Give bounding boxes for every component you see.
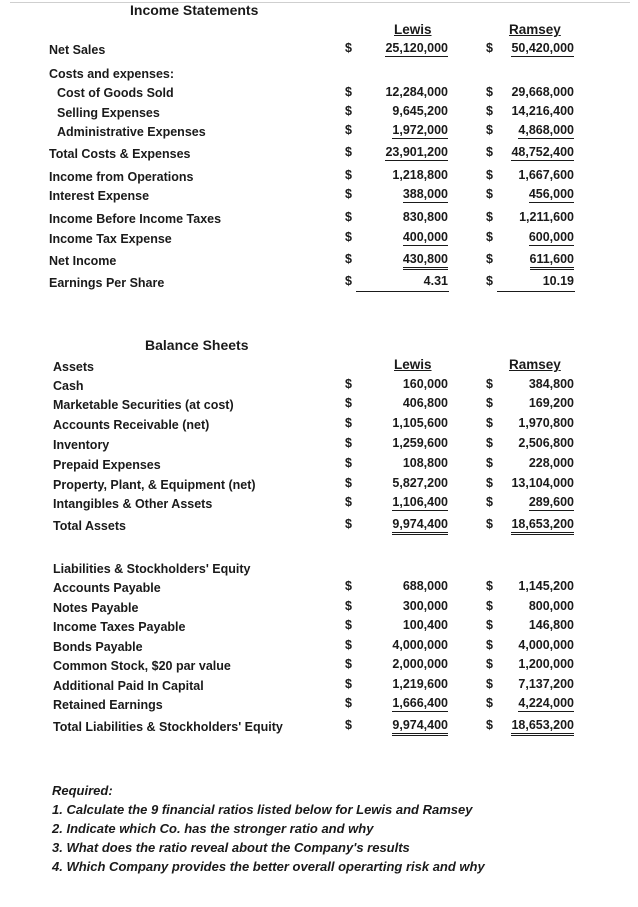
balance-row-label: Accounts Receivable (net): [53, 418, 210, 432]
balance-ramsey-value: 4,224,000: [518, 696, 574, 710]
income-row-label: Earnings Per Share: [49, 276, 165, 290]
balance-ramsey-dollar: $: [486, 718, 493, 732]
income-ramsey-dollar: $: [486, 145, 493, 159]
required-item: 1. Calculate the 9 financial ratios listed below for Lewis and Ramsey: [52, 802, 473, 817]
income-lewis-value: 4.31: [423, 274, 448, 288]
balance-lewis-value: 2,000,000: [392, 657, 448, 671]
balance-ramsey-value: 289,600: [528, 495, 574, 509]
income-lewis-value: 9,645,200: [392, 104, 448, 118]
eps-lewis-underline: [356, 291, 449, 292]
income-row-label: Total Costs & Expenses: [49, 147, 191, 161]
income-ramsey-value: 456,000: [528, 187, 574, 201]
income-lewis-dollar: $: [345, 168, 352, 182]
balance-lewis-value: 9,974,400: [392, 517, 448, 535]
balance-row-label: Common Stock, $20 par value: [53, 659, 231, 673]
balance-lewis-dollar: $: [345, 618, 352, 632]
balance-row-label: Bonds Payable: [53, 640, 143, 654]
balance-ramsey-dollar: $: [486, 579, 493, 593]
balance-lewis-value: 4,000,000: [392, 638, 448, 652]
balance-row-label: Additional Paid In Capital: [53, 679, 204, 693]
income-ramsey-value: 4,868,000: [518, 123, 574, 137]
balance-ramsey-dollar: $: [486, 638, 493, 652]
balance-row-label: Assets: [53, 360, 94, 374]
balance-lewis-value: 5,827,200: [392, 476, 448, 490]
income-ramsey-dollar: $: [486, 41, 493, 55]
balance-ramsey-dollar: $: [486, 396, 493, 410]
income-row-label: Income from Operations: [49, 170, 194, 184]
balance-ramsey-value: 228,000: [528, 456, 574, 470]
balance-lewis-dollar: $: [345, 495, 352, 509]
balance-lewis-dollar: $: [345, 718, 352, 732]
balance-lewis-dollar: $: [345, 696, 352, 710]
top-rule: [10, 2, 630, 3]
income-col-ramsey: Ramsey: [509, 22, 561, 37]
balance-ramsey-dollar: $: [486, 476, 493, 490]
income-lewis-value: 388,000: [402, 187, 448, 201]
income-ramsey-value: 29,668,000: [511, 85, 574, 99]
income-ramsey-value: 1,667,600: [518, 168, 574, 182]
balance-ramsey-dollar: $: [486, 599, 493, 613]
income-lewis-value: 23,901,200: [385, 145, 448, 159]
balance-ramsey-dollar: $: [486, 436, 493, 450]
income-lewis-dollar: $: [345, 252, 352, 266]
income-ramsey-dollar: $: [486, 104, 493, 118]
balance-col-lewis: Lewis: [394, 357, 432, 372]
balance-ramsey-value: 18,653,200: [511, 517, 574, 535]
income-lewis-dollar: $: [345, 187, 352, 201]
income-ramsey-value: 600,000: [528, 230, 574, 244]
income-lewis-dollar: $: [345, 85, 352, 99]
balance-ramsey-dollar: $: [486, 677, 493, 691]
income-ramsey-value: 14,216,400: [511, 104, 574, 118]
balance-ramsey-dollar: $: [486, 377, 493, 391]
balance-lewis-value: 100,400: [402, 618, 448, 632]
balance-lewis-value: 1,259,600: [392, 436, 448, 450]
balance-ramsey-value: 384,800: [528, 377, 574, 391]
balance-lewis-dollar: $: [345, 377, 352, 391]
balance-row-label: Total Assets: [53, 519, 126, 533]
income-row-label: Interest Expense: [49, 189, 150, 203]
balance-lewis-dollar: $: [345, 396, 352, 410]
income-ramsey-dollar: $: [486, 274, 493, 288]
balance-ramsey-dollar: $: [486, 416, 493, 430]
income-row-label: Cost of Goods Sold: [57, 86, 174, 100]
balance-lewis-dollar: $: [345, 638, 352, 652]
income-row-label: Costs and expenses:: [49, 67, 175, 81]
balance-ramsey-dollar: $: [486, 696, 493, 710]
balance-ramsey-value: 1,145,200: [518, 579, 574, 593]
income-ramsey-dollar: $: [486, 85, 493, 99]
income-statement-title: Income Statements: [130, 2, 259, 18]
balance-lewis-value: 406,800: [402, 396, 448, 410]
income-ramsey-dollar: $: [486, 187, 493, 201]
balance-ramsey-value: 18,653,200: [511, 718, 574, 736]
income-ramsey-value: 611,600: [530, 252, 575, 270]
balance-lewis-value: 108,800: [402, 456, 448, 470]
balance-ramsey-value: 1,200,000: [518, 657, 574, 671]
income-ramsey-dollar: $: [486, 230, 493, 244]
balance-row-label: Marketable Securities (at cost): [53, 398, 234, 412]
balance-lewis-dollar: $: [345, 436, 352, 450]
balance-row-label: Property, Plant, & Equipment (net): [53, 478, 256, 492]
balance-ramsey-dollar: $: [486, 495, 493, 509]
income-row-label: Net Income: [49, 254, 117, 268]
balance-ramsey-dollar: $: [486, 517, 493, 531]
income-row-label: Selling Expenses: [57, 106, 160, 120]
income-lewis-value: 1,972,000: [392, 123, 448, 137]
balance-lewis-value: 688,000: [402, 579, 448, 593]
balance-lewis-value: 160,000: [402, 377, 448, 391]
income-ramsey-value: 1,211,600: [519, 210, 574, 224]
balance-lewis-dollar: $: [345, 599, 352, 613]
income-ramsey-value: 48,752,400: [511, 145, 574, 159]
balance-ramsey-value: 169,200: [528, 396, 574, 410]
balance-row-label: Prepaid Expenses: [53, 458, 161, 472]
required-item: 2. Indicate which Co. has the stronger ratio and why: [52, 821, 374, 836]
required-item: 4. Which Company provides the better overall operarting risk and why: [52, 859, 485, 874]
balance-ramsey-value: 7,137,200: [518, 677, 574, 691]
balance-ramsey-value: 146,800: [528, 618, 574, 632]
balance-row-label: Intangibles & Other Assets: [53, 497, 213, 511]
balance-lewis-value: 1,666,400: [392, 696, 448, 710]
balance-row-label: Liabilities & Stockholders' Equity: [53, 562, 251, 576]
income-lewis-value: 830,800: [402, 210, 448, 224]
income-lewis-value: 25,120,000: [385, 41, 448, 55]
balance-ramsey-value: 2,506,800: [518, 436, 574, 450]
income-lewis-value: 1,218,800: [392, 168, 448, 182]
income-lewis-dollar: $: [345, 41, 352, 55]
balance-row-label: Inventory: [53, 438, 110, 452]
balance-lewis-dollar: $: [345, 517, 352, 531]
income-ramsey-dollar: $: [486, 168, 493, 182]
balance-row-label: Accounts Payable: [53, 581, 161, 595]
balance-ramsey-dollar: $: [486, 657, 493, 671]
balance-ramsey-value: 13,104,000: [511, 476, 574, 490]
income-lewis-value: 12,284,000: [385, 85, 448, 99]
balance-lewis-dollar: $: [345, 579, 352, 593]
required-item: 3. What does the ratio reveal about the Company's results: [52, 840, 410, 855]
income-lewis-dollar: $: [345, 230, 352, 244]
balance-ramsey-value: 1,970,800: [518, 416, 574, 430]
balance-lewis-dollar: $: [345, 416, 352, 430]
balance-lewis-value: 9,974,400: [392, 718, 448, 736]
balance-col-ramsey: Ramsey: [509, 357, 561, 372]
balance-row-label: Cash: [53, 379, 84, 393]
balance-lewis-value: 1,105,600: [392, 416, 448, 430]
balance-lewis-dollar: $: [345, 456, 352, 470]
balance-row-label: Notes Payable: [53, 601, 139, 615]
income-lewis-value: 400,000: [402, 230, 448, 244]
income-lewis-dollar: $: [345, 123, 352, 137]
income-ramsey-value: 10.19: [542, 274, 574, 288]
balance-row-label: Retained Earnings: [53, 698, 163, 712]
required-heading: Required:: [52, 783, 113, 798]
balance-lewis-dollar: $: [345, 657, 352, 671]
income-ramsey-value: 50,420,000: [511, 41, 574, 55]
balance-ramsey-value: 800,000: [528, 599, 574, 613]
income-ramsey-dollar: $: [486, 123, 493, 137]
income-lewis-dollar: $: [345, 145, 352, 159]
balance-lewis-dollar: $: [345, 677, 352, 691]
balance-row-label: Income Taxes Payable: [53, 620, 186, 634]
income-row-label: Income Tax Expense: [49, 232, 172, 246]
income-row-label: Administrative Expenses: [57, 125, 206, 139]
income-lewis-value: 430,800: [403, 252, 448, 270]
balance-lewis-dollar: $: [345, 476, 352, 490]
balance-ramsey-value: 4,000,000: [518, 638, 574, 652]
income-lewis-dollar: $: [345, 210, 352, 224]
eps-ramsey-underline: [497, 291, 575, 292]
income-ramsey-dollar: $: [486, 252, 493, 266]
balance-lewis-value: 1,219,600: [392, 677, 448, 691]
income-col-lewis: Lewis: [394, 22, 432, 37]
income-lewis-dollar: $: [345, 104, 352, 118]
balance-lewis-value: 1,106,400: [392, 495, 448, 509]
income-row-label: Net Sales: [49, 43, 106, 57]
income-ramsey-dollar: $: [486, 210, 493, 224]
balance-ramsey-dollar: $: [486, 456, 493, 470]
income-lewis-dollar: $: [345, 274, 352, 288]
balance-lewis-value: 300,000: [402, 599, 448, 613]
income-row-label: Income Before Income Taxes: [49, 212, 222, 226]
balance-row-label: Total Liabilities & Stockholders' Equity: [53, 720, 283, 734]
balance-ramsey-dollar: $: [486, 618, 493, 632]
balance-sheet-title: Balance Sheets: [145, 337, 249, 353]
